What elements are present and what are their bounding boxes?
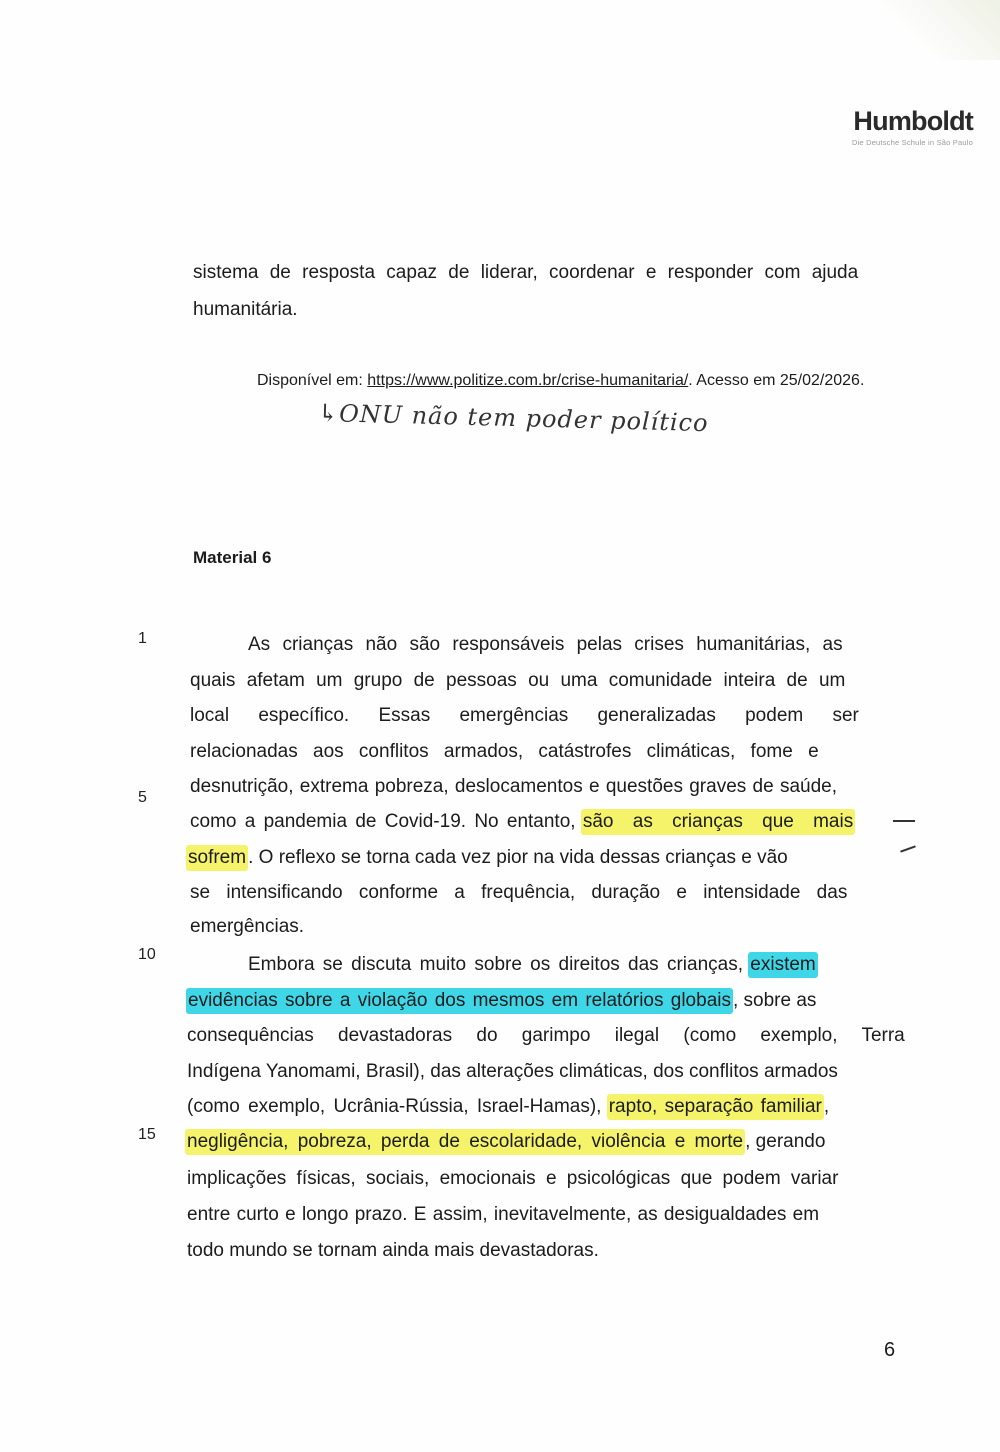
highlight-yellow-1: são as crianças que mais <box>581 809 855 835</box>
highlight-cyan-1: existem <box>748 952 817 978</box>
paragraph-1-line-2 <box>190 668 845 694</box>
p1-text-3: local específico. Essas emergências generalizadas podem ser <box>190 705 859 726</box>
continuation-text-1: sistema de resposta capaz de liderar, coordenar e responder com ajuda <box>193 262 859 283</box>
line-number-10: 10 <box>138 946 156 963</box>
paragraph-2-line-9 <box>187 1238 599 1264</box>
p2-text-4: Indígena Yanomami, Brasil), das alterações climáticas, dos conflitos armados <box>187 1061 838 1082</box>
page-number: 6 <box>884 1339 896 1361</box>
p1-text-7: . O reflexo se torna cada vez pior na vida dessas crianças e vão <box>248 847 788 868</box>
p1-text-5: desnutrição, extrema pobreza, deslocamentos e questões graves de saúde, <box>190 776 837 797</box>
source-prefix: Disponível em: <box>257 372 363 389</box>
source-suffix: . Acesso em 25/02/2026. <box>688 372 865 389</box>
paragraph-1-line-8 <box>190 880 847 906</box>
highlight-yellow-4: negligência, pobreza, perda de escolaridade, violência e morte <box>185 1129 745 1155</box>
highlight-cyan-2: evidências sobre a violação dos mesmos em relatórios globais <box>186 988 733 1014</box>
logo-word: Humboldt <box>853 106 973 136</box>
p1-text-9: emergências. <box>190 916 305 937</box>
p2-text-5b: , <box>823 1096 830 1117</box>
p1-text-2: quais afetam um grupo de pessoas ou uma comunidade inteira de um <box>190 670 846 691</box>
material-title: Material 6 <box>193 548 272 567</box>
p2-text-8: entre curto e longo prazo. E assim, inevitavelmente, as desigualdades em <box>187 1204 820 1225</box>
highlight-yellow-2: sofrem <box>186 845 248 871</box>
margin-dash-mark <box>893 820 915 822</box>
line-number-15: 15 <box>138 1126 156 1143</box>
paragraph-1-line-4 <box>190 739 819 765</box>
p2-text-3: consequências devastadoras do garimpo ilegal (como exemplo, Terra <box>187 1025 905 1046</box>
p1-text-6: como a pandemia de Covid-19. No entanto, <box>190 811 576 832</box>
page-corner-shade <box>880 0 1000 60</box>
p2-text-7: implicações físicas, sociais, emocionais e psicológicas que podem variar <box>187 1168 839 1189</box>
p1-text-1: As crianças não são responsáveis pelas crises humanitárias, as <box>248 634 843 655</box>
paragraph-1-line-1 <box>248 632 883 658</box>
logo-tagline: Die Deutsche Schule in São Paulo <box>851 138 973 147</box>
p2-text-9: todo mundo se tornam ainda mais devastadoras. <box>187 1240 599 1261</box>
paragraph-2-line-7 <box>187 1166 838 1192</box>
continuation-line-1 <box>193 260 888 286</box>
humboldt-logo <box>852 106 973 147</box>
paragraph-2-line-5 <box>187 1094 829 1120</box>
margin-tick-mark <box>900 845 916 852</box>
paragraph-2-line-6 <box>185 1129 825 1155</box>
paragraph-1-line-5 <box>190 774 837 800</box>
p1-text-8: se intensificando conforme a frequência, duração e intensidade das <box>190 882 848 903</box>
paragraph-1-line-7 <box>186 845 788 871</box>
p2-text-1: Embora se discuta muito sobre os direitos das crianças, <box>248 954 743 975</box>
p2-text-5: (como exemplo, Ucrânia-Rússia, Israel-Hamas), <box>187 1096 602 1117</box>
source-citation <box>257 372 864 390</box>
highlight-yellow-3: rapto, separação familiar <box>607 1094 824 1120</box>
handwritten-note: ↳ONU não tem poder político <box>317 398 709 438</box>
paragraph-2-line-2 <box>186 988 816 1014</box>
paragraph-2-line-3 <box>187 1023 905 1049</box>
source-link[interactable]: https://www.politize.com.br/crise-humanitaria/ <box>367 372 689 389</box>
line-number-5: 5 <box>138 789 147 806</box>
continuation-line-2 <box>193 297 298 323</box>
paragraph-2-line-4 <box>187 1059 838 1085</box>
paragraph-1-line-9 <box>190 914 304 940</box>
paragraph-1-line-3 <box>190 703 859 729</box>
paragraph-2-line-1 <box>248 952 818 978</box>
p2-text-2: , sobre as <box>732 990 817 1011</box>
p2-text-6: , gerando <box>745 1131 826 1152</box>
continuation-text-2: humanitária. <box>193 299 298 320</box>
paragraph-1-line-6 <box>190 809 855 835</box>
p1-text-4: relacionadas aos conflitos armados, catástrofes climáticas, fome e <box>190 741 819 762</box>
line-number-1: 1 <box>138 630 147 647</box>
paragraph-2-line-8 <box>187 1202 819 1228</box>
